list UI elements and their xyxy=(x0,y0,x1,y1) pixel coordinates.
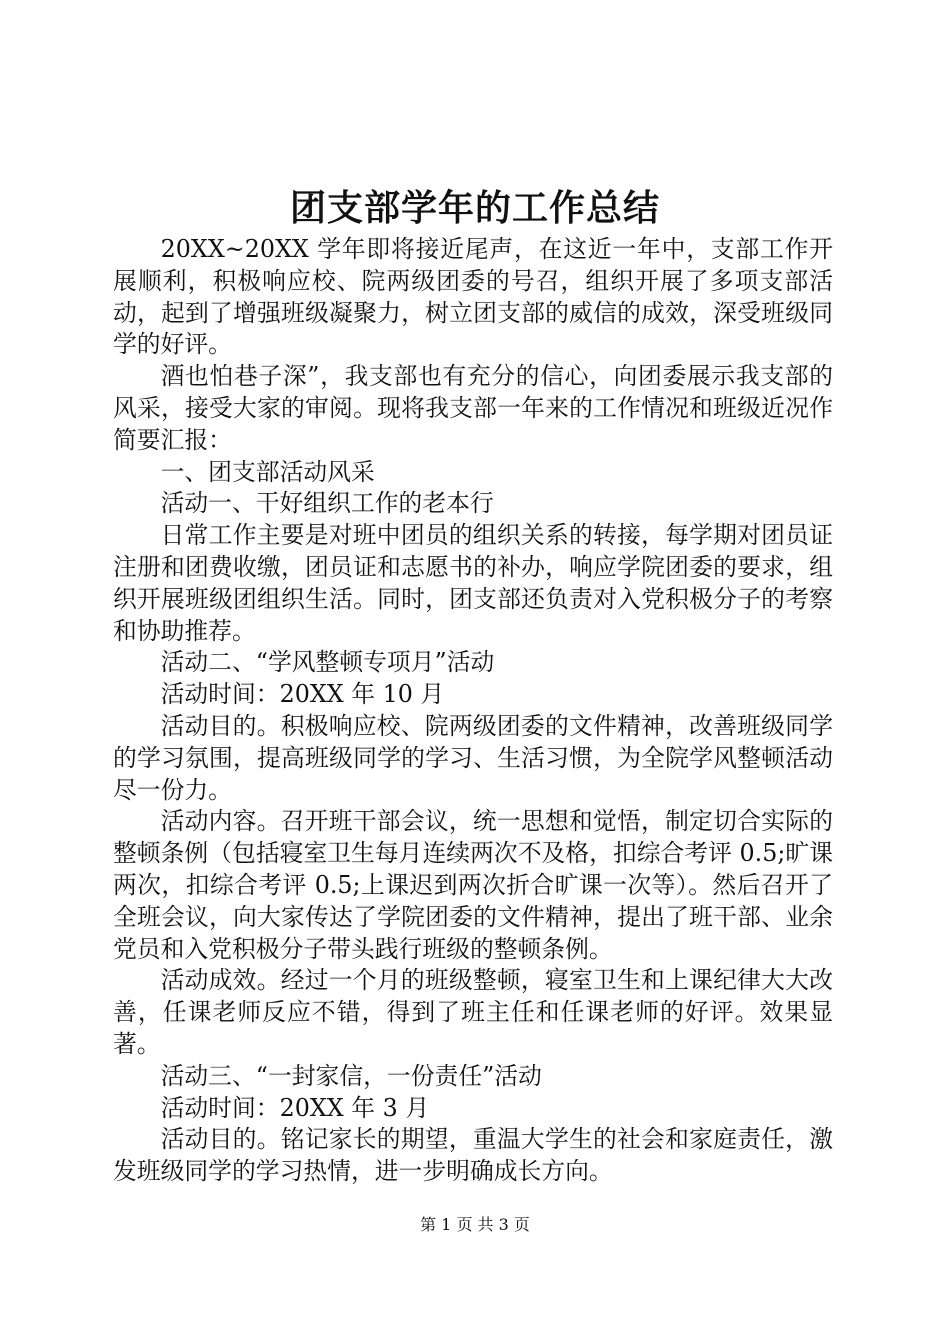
activity-three-heading: 活动三、“一封家信，一份责任”活动 xyxy=(160,1061,542,1090)
paragraph-intro: 20XX~20XX 学年即将接近尾声，在这近一年中，支部工作开展顺利，积极响应校、院两级团委的号召，组织开展了多项支部活动，起到了增强班级凝聚力，树立团支部的威信的成效，深受班级同学的好评。 xyxy=(113,235,833,359)
activity-two-result: 活动成效。经过一个月的班级整顿，寝室卫生和上课纪律大大改善，任课老师反应不错，得到了班主任和任课老师的好评。效果显著。 xyxy=(113,966,833,1058)
document-body xyxy=(113,234,833,1188)
activity-three-time: 活动时间：20XX 年 3 月 xyxy=(160,1093,430,1122)
activity-two-content: 活动内容。召开班干部会议，统一思想和觉悟，制定切合实际的整顿条例（包括寝室卫生每月连续两次不及格，扣综合考评 0.5;旷课两次，扣综合考评 0.5;上课迟到两次折合旷课一次等）。然后召开了全班会议，向大家传达了学院团委的文件精神，提出了班干部、业余党员和入党积极分子带头践行班级的整顿条例。 xyxy=(113,807,833,963)
page-footer: 第 1 页 共 3 页 xyxy=(420,1215,530,1234)
activity-two-heading: 活动二、“学风整顿专项月”活动 xyxy=(160,648,495,677)
section-heading: 一、团支部活动风采 xyxy=(160,457,375,486)
activity-one-body: 日常工作主要是对班中团员的组织关系的转接，每学期对团员证注册和团费收缴，团员证和志愿书的补办，响应学院团委的要求，组织开展班级团组织生活。同时，团支部还负责对入党积极分子的考察和协助推荐。 xyxy=(113,521,833,645)
document-title: 团支部学年的工作总结 xyxy=(289,187,660,229)
activity-one-heading: 活动一、干好组织工作的老本行 xyxy=(160,489,494,518)
activity-three-purpose: 活动目的。铭记家长的期望，重温大学生的社会和家庭责任，激发班级同学的学习热情，进一步明确成长方向。 xyxy=(113,1125,833,1186)
activity-two-purpose: 活动目的。积极响应校、院两级团委的文件精神，改善班级同学的学习氛围，提高班级同学的学习、生活习惯，为全院学风整顿活动尽一份力。 xyxy=(113,711,833,804)
activity-two-time: 活动时间：20XX 年 10 月 xyxy=(160,680,445,709)
paragraph-report-preface: 酒也怕巷子深”，我支部也有充分的信心，向团委展示我支部的风采，接受大家的审阅。现将我支部一年来的工作情况和班级近况作简要汇报： xyxy=(113,362,833,454)
